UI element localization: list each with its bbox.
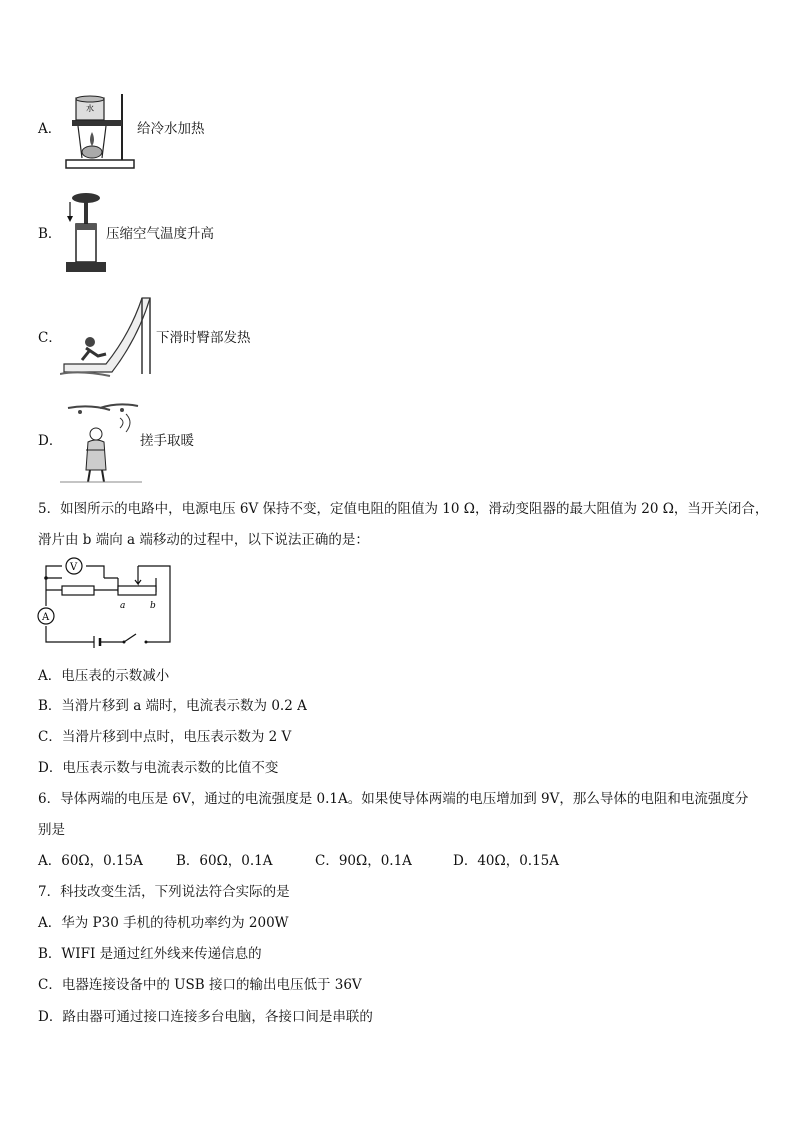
q5-stem-line2: 滑片由 b 端向 a 端移动的过程中，以下说法正确的是：: [38, 532, 369, 548]
heating-beaker-icon: [62, 92, 138, 172]
q7-option-b: B．WIFI 是通过红外线来传递信息的: [38, 946, 262, 962]
q4-option-d-letter: D．: [38, 433, 63, 449]
rheostat-slider: [135, 574, 141, 584]
q5-stem-line1: 5．如图所示的电路中，电源电压 6V 保持不变，定值电阻的阻值为 10 Ω，滑动变阻器的最大阻值为 20 Ω，当开关闭合，: [38, 501, 769, 517]
q4-option-b-text: 压缩空气温度升高: [106, 226, 214, 242]
q4-option-a-letter: A．: [38, 121, 62, 137]
voltmeter-label: V: [70, 562, 78, 573]
circuit-diagram: [34, 556, 176, 650]
q4-option-c-letter: C．: [38, 330, 62, 346]
wire-left-lower: [46, 626, 94, 642]
q4-option-a-text: 给冷水加热: [137, 121, 205, 137]
switch-blade: [124, 634, 136, 642]
child-on-slide-icon: [60, 294, 152, 378]
end-a-label: a: [120, 601, 126, 611]
q6-stem-line2: 别是: [38, 822, 65, 838]
end-b-label: b: [150, 601, 156, 611]
q4-option-b-letter: B．: [38, 226, 62, 242]
q6-option-b: B．60Ω，0.1A: [176, 853, 273, 869]
rheostat: [118, 586, 156, 595]
q5-option-a: A．电压表的示数减小: [38, 668, 170, 684]
q6-option-d: D．40Ω，0.15A: [453, 853, 560, 869]
q4-option-c-text: 下滑时臀部发热: [156, 330, 251, 346]
q5-option-b: B．当滑片移到 a 端时，电流表示数为 0.2 A: [38, 698, 307, 714]
q7-stem: 7．科技改变生活，下列说法符合实际的是: [38, 884, 290, 900]
q7-option-a: A．华为 P30 手机的待机功率约为 200W: [38, 915, 289, 931]
air-compression-piston-icon: [62, 192, 106, 276]
q5-option-d: D．电压表示数与电流表示数的比值不变: [38, 760, 279, 776]
q5-option-c: C．当滑片移到中点时，电压表示数为 2 V: [38, 729, 292, 745]
q6-stem-line1: 6．导体两端的电压是 6V，通过的电流强度是 0.1A。如果使导体两端的电压增加到 9V，那么导体的电阻和电流强度分: [38, 791, 749, 807]
q7-option-d: D．路由器可通过接口连接多台电脑，各接口间是串联的: [38, 1009, 373, 1025]
q7-option-c: C．电器连接设备中的 USB 接口的输出电压低于 36V: [38, 977, 362, 993]
svg-text:水: 水: [86, 104, 94, 113]
fixed-resistor: [62, 586, 94, 595]
q4-option-d-text: 搓手取暖: [140, 433, 194, 449]
q6-option-a: A．60Ω，0.15A: [38, 853, 143, 869]
rubbing-hands-icon: [60, 400, 142, 486]
q6-option-c: C．90Ω，0.1A: [315, 853, 412, 869]
ammeter-label: A: [42, 612, 50, 623]
